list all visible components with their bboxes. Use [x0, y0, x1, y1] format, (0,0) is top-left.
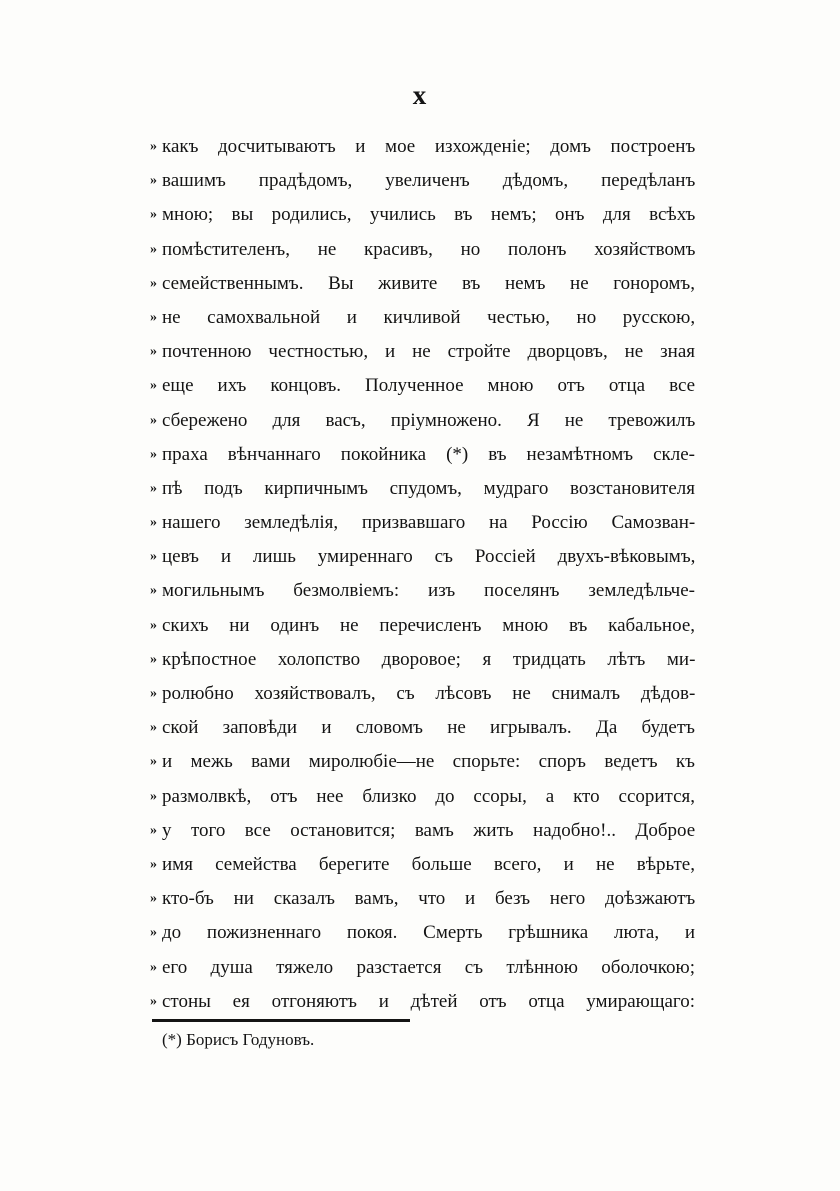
text-line — [150, 164, 695, 198]
body-text — [150, 130, 695, 1019]
line-text: его душа тяжело разстается съ тлѣнною оболочкою; — [162, 956, 695, 978]
line-text: вашимъ прадѣдомъ, увеличенъ дѣдомъ, передѣланъ — [162, 170, 696, 192]
quote-mark: » — [150, 412, 157, 428]
text-line — [150, 711, 695, 745]
quote-mark: » — [150, 686, 157, 701]
text-line — [150, 301, 695, 335]
text-line — [150, 643, 695, 677]
line-text: ской заповѣди и словомъ не игрывалъ. Да будетъ — [162, 717, 695, 739]
quote-mark: » — [150, 446, 157, 462]
quote-mark: » — [150, 549, 157, 565]
quote-mark: » — [150, 754, 157, 770]
line-text: скихъ ни одинъ не перечисленъ мною въ кабальное, — [162, 614, 695, 636]
quote-mark: » — [150, 925, 157, 941]
line-text: и межь вами миролюбіе—не спорьте: споръ ведетъ къ — [162, 751, 695, 773]
text-line — [150, 369, 695, 403]
line-text: у того все остановится; вамъ жить надобно!.. Доброе — [162, 819, 696, 841]
line-text: ролюбно хозяйствовалъ, съ лѣсовъ не снималъ дѣдов- — [162, 683, 696, 704]
text-line — [150, 916, 695, 950]
text-line — [150, 404, 695, 438]
line-text: имя семейства берегите больше всего, и не вѣрьте, — [162, 853, 695, 875]
line-text: размолвкѣ, отъ нее близко до ссоры, а кто ссорится, — [162, 785, 695, 807]
text-line — [150, 985, 695, 1019]
text-line — [150, 677, 695, 711]
page-number: x — [412, 80, 428, 110]
quote-mark: » — [150, 480, 157, 496]
quote-mark: » — [150, 891, 157, 907]
line-text: какъ досчитываютъ и мое изхожденіе; домъ построенъ — [162, 136, 696, 157]
quote-mark: » — [150, 993, 157, 1009]
text-line — [150, 780, 695, 814]
quote-mark: » — [150, 378, 157, 394]
text-line — [150, 951, 695, 985]
quote-mark: » — [150, 515, 157, 531]
quote-mark: » — [150, 959, 157, 975]
line-text: могильнымъ безмолвіемъ: изъ поселянъ земледѣльче- — [162, 580, 695, 602]
quote-mark: » — [150, 344, 157, 360]
quote-mark: » — [150, 822, 157, 838]
quote-mark: » — [150, 583, 157, 599]
text-line — [150, 814, 695, 848]
text-line — [150, 745, 695, 779]
quote-mark: » — [150, 139, 157, 154]
text-line — [150, 506, 695, 540]
line-text: крѣпостное холопство дворовое; я тридцать лѣтъ ми- — [162, 648, 696, 670]
quote-mark: » — [150, 617, 157, 633]
quote-mark: » — [150, 651, 157, 667]
line-text: кто-бъ ни сказалъ вамъ, что и безъ него доѣзжаютъ — [162, 888, 696, 910]
quote-mark: » — [150, 309, 157, 325]
line-text: нашего земледѣлія, призвавшаго на Россію Самозван- — [162, 512, 696, 534]
text-line — [150, 574, 695, 608]
line-text: цевъ и лишь умиреннаго съ Россіей двухъ-вѣковымъ, — [162, 546, 696, 568]
quote-mark: » — [150, 207, 157, 223]
text-line — [150, 609, 695, 643]
quote-mark: » — [150, 173, 157, 189]
text-line — [150, 882, 695, 916]
line-text: еще ихъ концовъ. Полученное мною отъ отца все — [162, 375, 696, 397]
quote-mark: » — [150, 856, 157, 872]
line-text: семейственнымъ. Вы живите въ немъ не гоноромъ, — [162, 272, 695, 294]
line-text: мною; вы родились, учились въ немъ; онъ для всѣхъ — [162, 204, 696, 226]
text-line — [150, 472, 695, 506]
line-text: пѣ подъ кирпичнымъ спудомъ, мудраго возстановителя — [162, 477, 695, 499]
quote-mark: » — [150, 720, 157, 736]
text-line — [150, 130, 695, 164]
text-line — [150, 438, 695, 472]
line-text: почтенною честностью, и не стройте дворцовъ, не зная — [162, 341, 695, 363]
text-line — [150, 335, 695, 369]
quote-mark: » — [150, 241, 157, 257]
line-text: помѣстителенъ, не красивъ, но полонъ хозяйствомъ — [162, 238, 696, 260]
line-text: праха вѣнчаннаго покойника (*) въ незамѣтномъ скле- — [162, 443, 695, 465]
quote-mark: » — [150, 788, 157, 804]
text-line — [150, 540, 695, 574]
text-line — [150, 233, 695, 267]
text-line — [150, 267, 695, 301]
footnote: (*) Борисъ Годуновъ. — [162, 1030, 315, 1049]
text-line — [150, 848, 695, 882]
footnote-divider — [152, 1019, 410, 1022]
line-text: сбережено для васъ, пріумножено. Я не тревожилъ — [162, 409, 696, 431]
quote-mark: » — [150, 275, 157, 291]
line-text: стоны ея отгоняютъ и дѣтей отъ отца умирающаго: — [162, 990, 696, 1012]
line-text: до пожизненнаго покоя. Смерть грѣшника люта, и — [162, 922, 696, 944]
line-text: не самохвальной и кичливой честью, но русскою, — [162, 306, 696, 328]
text-line — [150, 198, 695, 232]
